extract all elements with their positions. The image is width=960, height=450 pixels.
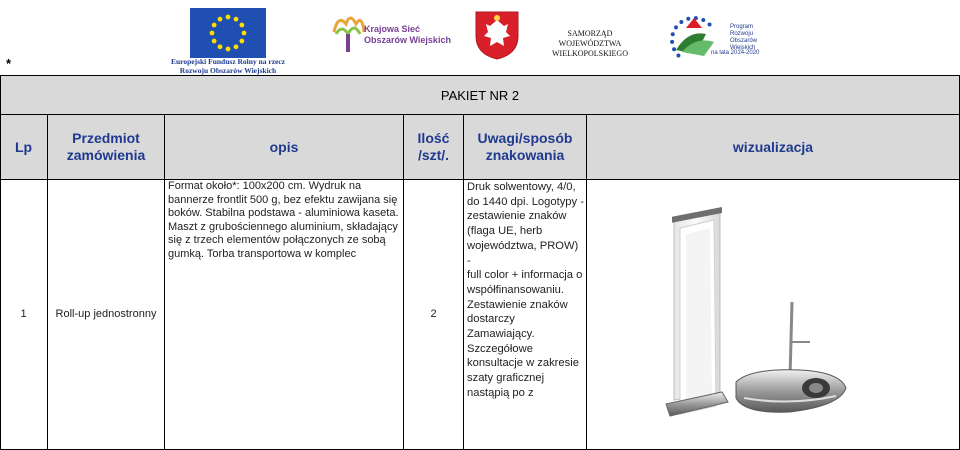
prow-star — [671, 32, 675, 36]
prow-line-2: Rozwoju — [730, 31, 754, 37]
coat-of-arms-icon — [474, 10, 520, 60]
uwagi-line: dostarczy — [467, 313, 515, 326]
eu-star — [239, 39, 244, 44]
row-lp: 1 — [20, 307, 27, 320]
uwagi-line: full color + informacja o — [467, 269, 583, 282]
header-opis: opis — [269, 138, 299, 155]
eu-star — [234, 44, 239, 49]
rollup-visualization-image — [640, 192, 860, 442]
eu-fund-caption — [170, 57, 286, 75]
header-ilosc — [404, 115, 463, 179]
row-uwagi — [467, 180, 585, 449]
uwagi-line: Druk solwentowy, 4/0, — [467, 181, 576, 193]
ksow-line-1: Krajowa Sieć — [364, 24, 421, 34]
row-opis — [168, 180, 402, 449]
eu-star — [226, 15, 231, 20]
eu-flag-logo — [190, 8, 266, 58]
header-lp: Lp — [14, 138, 33, 155]
prow-star — [708, 22, 712, 26]
header-uwagi-line-2: znakowania — [485, 147, 565, 163]
uwagi-line: zestawienie znaków — [467, 210, 567, 223]
uwagi-line: do 1440 dpi. Logotypy - — [467, 195, 584, 208]
uwagi-line: Szczegółowe — [467, 342, 533, 355]
eu-star — [210, 31, 215, 36]
prow-star — [686, 17, 690, 21]
samorzad-text — [540, 29, 640, 59]
row-przedmiot: Roll-up jednostronny — [55, 307, 157, 320]
prow-star — [676, 54, 680, 58]
row-ilosc: 2 — [430, 307, 437, 320]
eu-star — [242, 31, 247, 36]
opis-line: Maszt z grubościennego aluminium, składający — [168, 220, 398, 233]
prow-star — [701, 18, 705, 22]
prow-star — [679, 20, 683, 24]
eu-star — [212, 23, 217, 28]
ksow-text — [364, 24, 451, 46]
header-przedmiot — [48, 115, 164, 179]
opis-line: bannerze frontlit 500 g, bez efektu zawijana się — [168, 193, 398, 206]
eu-star — [239, 23, 244, 28]
uwagi-line: Zestawienie znaków — [467, 298, 568, 311]
uwagi-line: (flaga UE, herb — [467, 225, 543, 238]
eu-star — [226, 47, 231, 52]
prow-line-1: Program — [730, 24, 754, 30]
eu-caption-line-2: Rozwoju Obszarów Wiejskich — [179, 66, 277, 75]
eu-star — [212, 39, 217, 44]
prow-line-3: Obszarów — [730, 38, 758, 44]
prow-years: na lata 2014-2020 — [711, 50, 760, 56]
prow-line-4: Wiejskich — [730, 45, 756, 51]
uwagi-line: nastąpią po z — [467, 386, 534, 399]
eu-star — [234, 17, 239, 22]
header-ilosc-line-2: /szt/. — [417, 147, 450, 163]
pakiet-title: PAKIET NR 2 — [440, 87, 520, 103]
samorzad-line-1: SAMORZĄD WOJEWÓDZTWA — [558, 29, 622, 48]
prow-text — [730, 24, 757, 52]
header-uwagi-line-1: Uwagi/sposób — [477, 130, 573, 146]
uwagi-line: konsultacje w zakresie — [467, 357, 579, 370]
opis-line: gumką. Torba transportowa w komplec — [168, 247, 357, 260]
prow-star — [672, 47, 676, 51]
header-ilosc-line-1: Ilość — [417, 130, 450, 146]
header-uwagi — [464, 115, 586, 179]
prow-star — [670, 40, 674, 44]
uwagi-line: Zamawiający. — [467, 328, 535, 341]
ksow-line-2: Obszarów Wiejskich — [364, 35, 451, 45]
opis-line: się z trzech elementów połączonych ze sobą — [168, 234, 386, 246]
header-przedmiot-line-2: zamówienia — [66, 147, 146, 163]
opis-line: boków. Stabilna podstawa - aluminiowa kaseta. — [168, 207, 399, 219]
samorzad-line-2: WIELKOPOLSKIEGO — [552, 49, 628, 58]
uwagi-line: szaty graficznej — [467, 372, 545, 385]
opis-line: Format około*: 100x200 cm. Wydruk na — [168, 180, 362, 192]
eu-caption-line-1: Europejski Fundusz Rolny na rzecz — [170, 57, 286, 66]
eu-star — [218, 17, 223, 22]
uwagi-line: współfinansowaniu. — [467, 283, 565, 296]
header-wizualizacja: wizualizacja — [732, 138, 814, 155]
eu-star — [218, 44, 223, 49]
asterisk-marker: * — [6, 56, 12, 71]
header-przedmiot-line-1: Przedmiot — [72, 130, 140, 146]
uwagi-line: województwa, PROW) - — [467, 239, 579, 267]
prow-star — [674, 25, 678, 29]
